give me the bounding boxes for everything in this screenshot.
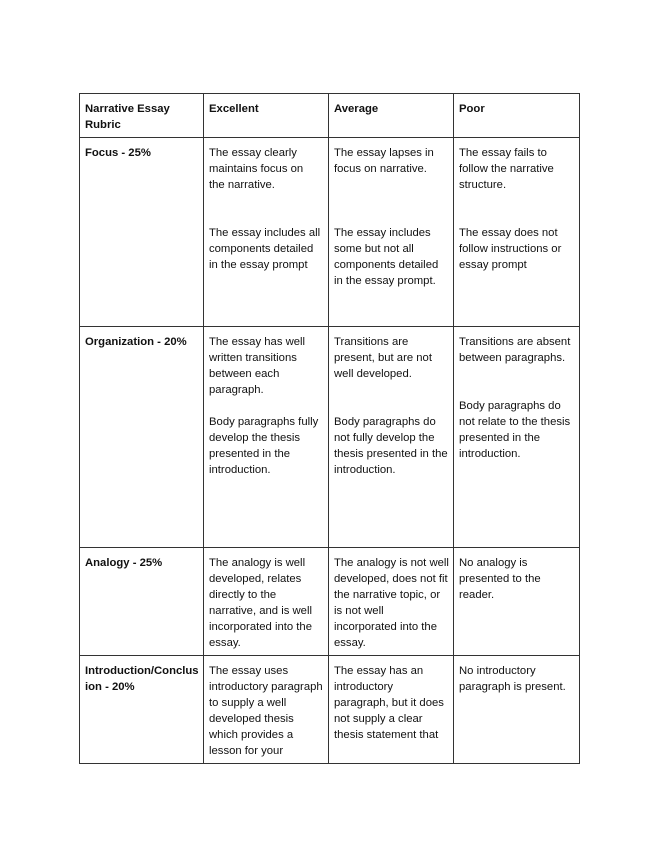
header-poor: Poor xyxy=(454,94,580,138)
header-criterion: Narrative Essay Rubric xyxy=(80,94,204,138)
cell-paragraph: The analogy is well developed, relates directly to the narrative, and is well incorporated into the essay. xyxy=(209,557,312,649)
average-cell xyxy=(329,548,454,656)
cell-paragraph: The essay includes some but not all components detailed in the essay prompt. xyxy=(334,227,439,287)
table-row-focus xyxy=(80,138,580,327)
cell-paragraph: The essay includes all components detailed in the essay prompt xyxy=(209,227,321,271)
average-cell xyxy=(329,138,454,327)
average-cell xyxy=(329,327,454,548)
poor-cell xyxy=(454,656,580,764)
cell-paragraph: No analogy is presented to the reader. xyxy=(459,557,541,601)
cell-paragraph: Transitions are absent between paragraphs. xyxy=(459,336,571,364)
header-average: Average xyxy=(329,94,454,138)
rubric-table xyxy=(79,93,580,764)
cell-paragraph: The essay does not follow instructions or essay prompt xyxy=(459,227,562,271)
excellent-cell xyxy=(204,138,329,327)
criterion-cell: Introduction/Conclusion - 20% xyxy=(80,656,204,764)
cell-paragraph: The essay uses introductory paragraph to supply a well developed thesis which provides a lesson for your xyxy=(209,665,323,757)
cell-paragraph: Body paragraphs do not fully develop the thesis presented in the introduction. xyxy=(334,416,448,476)
cell-paragraph: Body paragraphs fully develop the thesis presented in the introduction. xyxy=(209,416,319,476)
cell-paragraph: The analogy is not well developed, does not fit the narrative topic, or is not well incorporated into the essay. xyxy=(334,557,449,649)
cell-paragraph: The essay has well written transitions between each paragraph. xyxy=(209,336,306,396)
cell-paragraph: No introductory paragraph is present. xyxy=(459,665,566,693)
cell-paragraph: The essay fails to follow the narrative structure. xyxy=(459,147,554,191)
cell-paragraph: Body paragraphs do not relate to the thesis presented in the introduction. xyxy=(459,400,571,460)
poor-cell xyxy=(454,138,580,327)
cell-paragraph: The essay clearly maintains focus on the narrative. xyxy=(209,147,304,191)
criterion-cell: Organization - 20% xyxy=(80,327,204,548)
header-excellent: Excellent xyxy=(204,94,329,138)
average-cell xyxy=(329,656,454,764)
table-row-introduction xyxy=(80,656,580,764)
excellent-cell xyxy=(204,548,329,656)
criterion-cell: Focus - 25% xyxy=(80,138,204,327)
poor-cell xyxy=(454,548,580,656)
cell-paragraph: The essay has an introductory paragraph, but it does not supply a clear thesis statement that xyxy=(334,665,444,741)
excellent-cell xyxy=(204,327,329,548)
cell-paragraph: The essay lapses in focus on narrative. xyxy=(334,147,434,175)
excellent-cell xyxy=(204,656,329,764)
cell-paragraph: Transitions are present, but are not well developed. xyxy=(334,336,432,380)
table-row-analogy xyxy=(80,548,580,656)
criterion-cell: Analogy - 25% xyxy=(80,548,204,656)
poor-cell xyxy=(454,327,580,548)
header-row xyxy=(80,94,580,138)
table-row-organization xyxy=(80,327,580,548)
